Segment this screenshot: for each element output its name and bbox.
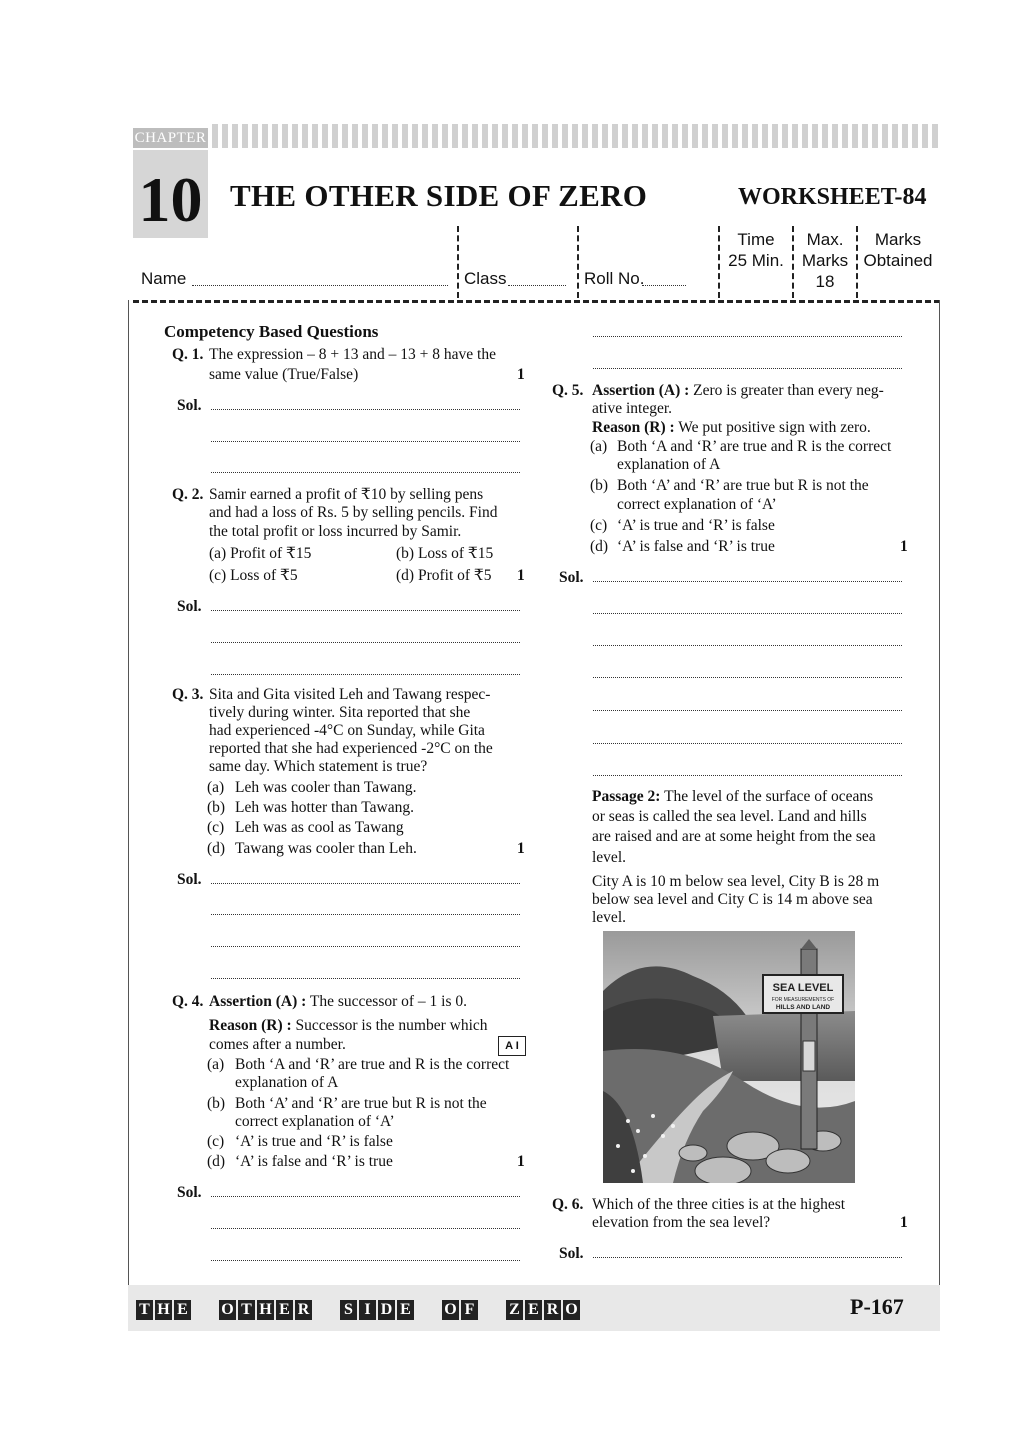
answer-line[interactable] <box>211 441 520 442</box>
roll-field[interactable] <box>584 269 644 289</box>
answer-line[interactable] <box>211 1196 520 1197</box>
q2-number: Q. 2. <box>172 486 204 503</box>
page-frame-left <box>128 300 129 1330</box>
q4-reason-text-2: comes after a number. <box>209 1036 346 1053</box>
q5-reason-label: Reason (R) : <box>592 419 675 436</box>
time-cell <box>722 229 790 271</box>
footer-word <box>506 1300 580 1320</box>
passage-text-line: or seas is called the sea level. Land and hills <box>592 808 867 825</box>
q3-text-line: had experienced -4°C on Sunday, while Gita <box>209 722 485 739</box>
answer-line[interactable] <box>593 743 902 744</box>
passage-text-line: below sea level and City C is 14 m above sea <box>592 891 873 908</box>
class-field[interactable] <box>464 269 507 289</box>
divider <box>577 226 579 298</box>
answer-line[interactable] <box>211 674 520 675</box>
q3-option-b: Leh was hotter than Tawang. <box>235 799 414 816</box>
q5-option-a-2: explanation of A <box>617 456 721 473</box>
q4-reason-label: Reason (R) : <box>209 1017 292 1034</box>
max-label-marks: Marks <box>801 251 849 270</box>
max-label: Max. <box>806 230 844 249</box>
q5-option-a: Both ‘A and ‘R’ are true and R is the correct <box>617 438 892 455</box>
footer-letter: E <box>525 1300 542 1320</box>
q4-option-d-tag: (d) <box>207 1153 226 1170</box>
q1-sol-label: Sol. <box>177 397 202 414</box>
q5-option-d-tag: (d) <box>590 538 609 555</box>
roll-dotted-line <box>642 285 686 286</box>
answer-line[interactable] <box>593 1257 902 1258</box>
q3-text-line: Sita and Gita visited Leh and Tawang respec- <box>209 686 491 703</box>
q3-option-a-tag: (a) <box>207 779 225 796</box>
q4-number: Q. 4. <box>172 993 204 1010</box>
answer-line[interactable] <box>593 645 902 646</box>
q5-reason-text: We put positive sign with zero. <box>678 419 871 436</box>
q1-text-line: same value (True/False) <box>209 366 359 383</box>
marks-obtained-cell[interactable] <box>860 229 936 271</box>
q4-option-a-2: explanation of A <box>235 1074 339 1091</box>
worksheet-label: WORKSHEET-84 <box>738 184 927 210</box>
q3-option-b-tag: (b) <box>207 799 226 816</box>
q2-text-line: Samir earned a profit of ₹10 by selling pens <box>209 486 484 503</box>
chapter-label: CHAPTER <box>134 130 207 146</box>
q5-number: Q. 5. <box>552 382 584 399</box>
q2-option-d: (d) Profit of ₹5 <box>396 567 492 584</box>
sea-level-illustration <box>603 931 855 1183</box>
passage-label: Passage 2: <box>592 788 661 805</box>
answer-line[interactable] <box>211 883 520 884</box>
footer-word <box>340 1300 414 1320</box>
q1-text-line: The expression – 8 + 13 and – 13 + 8 have the <box>209 346 496 363</box>
answer-line[interactable] <box>211 472 520 473</box>
sign-title: SEA LEVEL <box>772 982 834 994</box>
q6-marks: 1 <box>900 1214 908 1231</box>
q4-assertion-label: Assertion (A) : <box>209 993 307 1010</box>
q4-option-b: Both ‘A’ and ‘R’ are true but R is not the <box>235 1095 487 1112</box>
footer-letter: F <box>461 1300 478 1320</box>
q5-sol-label: Sol. <box>559 569 584 586</box>
class-dotted-line <box>508 285 566 286</box>
q4-option-b-tag: (b) <box>207 1095 226 1112</box>
footer-letter: E <box>174 1300 191 1320</box>
footer-letter: R <box>544 1300 561 1320</box>
header-stripe-decoration <box>212 124 940 148</box>
q5-option-b-2: correct explanation of ‘A’ <box>617 496 777 513</box>
footer-letter: T <box>136 1300 153 1320</box>
q4-option-a-tag: (a) <box>207 1056 225 1073</box>
max-marks-cell <box>796 229 854 292</box>
answer-line[interactable] <box>593 368 902 369</box>
name-label: Name <box>141 269 187 288</box>
time-label: Time <box>737 230 775 249</box>
roll-label: Roll No. <box>584 269 645 288</box>
q2-text-line: and had a loss of Rs. 5 by selling pencils. Find <box>209 504 498 521</box>
answer-line[interactable] <box>593 677 902 678</box>
q4-assertion-text: The successor of – 1 is 0. <box>309 993 468 1010</box>
q5-assertion-text-2: ative integer. <box>592 400 673 417</box>
passage-text-line: are raised and are at some height from the sea <box>592 828 876 845</box>
q3-option-d-tag: (d) <box>207 840 226 857</box>
passage-text: The level of the surface of oceans <box>664 788 874 805</box>
sign-subtitle-2: HILLS AND LAND <box>775 1004 831 1011</box>
q2-text-line: the total profit or loss incurred by Samir. <box>209 523 462 540</box>
divider <box>792 226 794 298</box>
q4-option-a: Both ‘A and ‘R’ are true and R is the correct <box>235 1056 510 1073</box>
passage-text-line: level. <box>592 909 626 926</box>
footer-letter: O <box>442 1300 459 1320</box>
q1-number: Q. 1. <box>172 346 204 363</box>
answer-line[interactable] <box>211 978 520 979</box>
q4-option-b-2: correct explanation of ‘A’ <box>235 1113 395 1130</box>
answer-line[interactable] <box>211 1260 520 1261</box>
q5-marks: 1 <box>900 538 908 555</box>
q1-marks: 1 <box>517 366 525 383</box>
footer-letter: S <box>340 1300 357 1320</box>
q6-number: Q. 6. <box>552 1196 584 1213</box>
q5-option-a-tag: (a) <box>590 438 608 455</box>
answer-line[interactable] <box>211 946 520 947</box>
passage-text-line: level. <box>592 849 626 866</box>
footer-letter: H <box>257 1300 274 1320</box>
answer-line[interactable] <box>593 710 902 711</box>
name-field[interactable] <box>141 269 186 289</box>
max-value: 18 <box>815 272 835 291</box>
footer-word <box>442 1300 478 1320</box>
answer-line[interactable] <box>211 1228 520 1229</box>
footer-word <box>219 1300 312 1320</box>
q5-option-b-tag: (b) <box>590 477 609 494</box>
q2-option-a: (a) Profit of ₹15 <box>209 545 312 562</box>
q2-option-b: (b) Loss of ₹15 <box>396 545 494 562</box>
answer-line[interactable] <box>593 613 902 614</box>
q4-option-c-tag: (c) <box>207 1133 225 1150</box>
q3-option-d: Tawang was cooler than Leh. <box>235 840 417 857</box>
q4-marks: 1 <box>517 1153 525 1170</box>
q5-option-b: Both ‘A’ and ‘R’ are true but R is not the <box>617 477 869 494</box>
footer-letter: E <box>397 1300 414 1320</box>
answer-line[interactable] <box>211 642 520 643</box>
divider <box>856 226 858 298</box>
q2-marks: 1 <box>517 567 525 584</box>
q6-text-line: elevation from the sea level? <box>592 1214 771 1231</box>
q3-marks: 1 <box>517 840 525 857</box>
q4-option-c: ‘A’ is true and ‘R’ is false <box>235 1133 393 1150</box>
q3-option-c-tag: (c) <box>207 819 225 836</box>
obtained-label: Marks <box>874 230 922 249</box>
q6-text-line: Which of the three cities is at the highest <box>592 1196 846 1213</box>
class-label: Class <box>464 269 507 288</box>
q5-assertion-text: Zero is greater than every neg- <box>693 382 884 399</box>
ai-badge-icon[interactable]: A I <box>498 1036 526 1056</box>
footer-letter: O <box>563 1300 580 1320</box>
answer-line[interactable] <box>593 775 902 776</box>
answer-line[interactable] <box>593 336 902 337</box>
q4-option-d: ‘A’ is false and ‘R’ is true <box>235 1153 393 1170</box>
footer-letter: O <box>219 1300 236 1320</box>
sign-subtitle: FOR MEASUREMENTS OF <box>771 997 835 1003</box>
time-value: 25 Min. <box>728 251 784 270</box>
q5-option-d: ‘A’ is false and ‘R’ is true <box>617 538 775 555</box>
q3-sol-label: Sol. <box>177 871 202 888</box>
q3-text-line: reported that she had experienced -2°C on the <box>209 740 493 757</box>
footer-letter: Z <box>506 1300 523 1320</box>
q5-option-c-tag: (c) <box>590 517 608 534</box>
page-title: THE OTHER SIDE OF ZERO <box>230 178 648 213</box>
footer-letter: T <box>238 1300 255 1320</box>
footer-letter: E <box>276 1300 293 1320</box>
q3-option-c: Leh was as cool as Tawang <box>235 819 404 836</box>
answer-line[interactable] <box>211 610 520 611</box>
page-frame-right <box>939 300 940 1285</box>
q5-option-c: ‘A’ is true and ‘R’ is false <box>617 517 775 534</box>
sea-level-photo <box>603 931 855 1183</box>
q3-option-a: Leh was cooler than Tawang. <box>235 779 417 796</box>
q3-number: Q. 3. <box>172 686 204 703</box>
answer-line[interactable] <box>211 409 520 410</box>
footer-letter: H <box>155 1300 172 1320</box>
q2-option-c: (c) Loss of ₹5 <box>209 567 298 584</box>
q3-text-line: same day. Which statement is true? <box>209 758 428 775</box>
footer-letter: R <box>295 1300 312 1320</box>
divider <box>718 226 720 298</box>
q4-sol-label: Sol. <box>177 1184 202 1201</box>
name-dotted-line <box>192 285 448 286</box>
q2-sol-label: Sol. <box>177 598 202 615</box>
footer-word <box>136 1300 191 1320</box>
section-title: Competency Based Questions <box>164 322 379 341</box>
obtained-label-2: Obtained <box>863 251 933 270</box>
answer-line[interactable] <box>593 581 902 582</box>
q3-text-line: tively during winter. Sita reported that she <box>209 704 471 721</box>
footer-letter: I <box>359 1300 376 1320</box>
q4-reason-text: Successor is the number which <box>295 1017 488 1034</box>
divider <box>457 226 459 298</box>
q5-assertion-label: Assertion (A) : <box>592 382 690 399</box>
passage-text-line: City A is 10 m below sea level, City B is 28 m <box>592 873 880 890</box>
footer-letter: D <box>378 1300 395 1320</box>
header-separator <box>133 300 940 303</box>
chapter-number: 10 <box>138 164 203 235</box>
q6-sol-label: Sol. <box>559 1245 584 1262</box>
page-number: P-167 <box>850 1294 904 1319</box>
answer-line[interactable] <box>211 914 520 915</box>
